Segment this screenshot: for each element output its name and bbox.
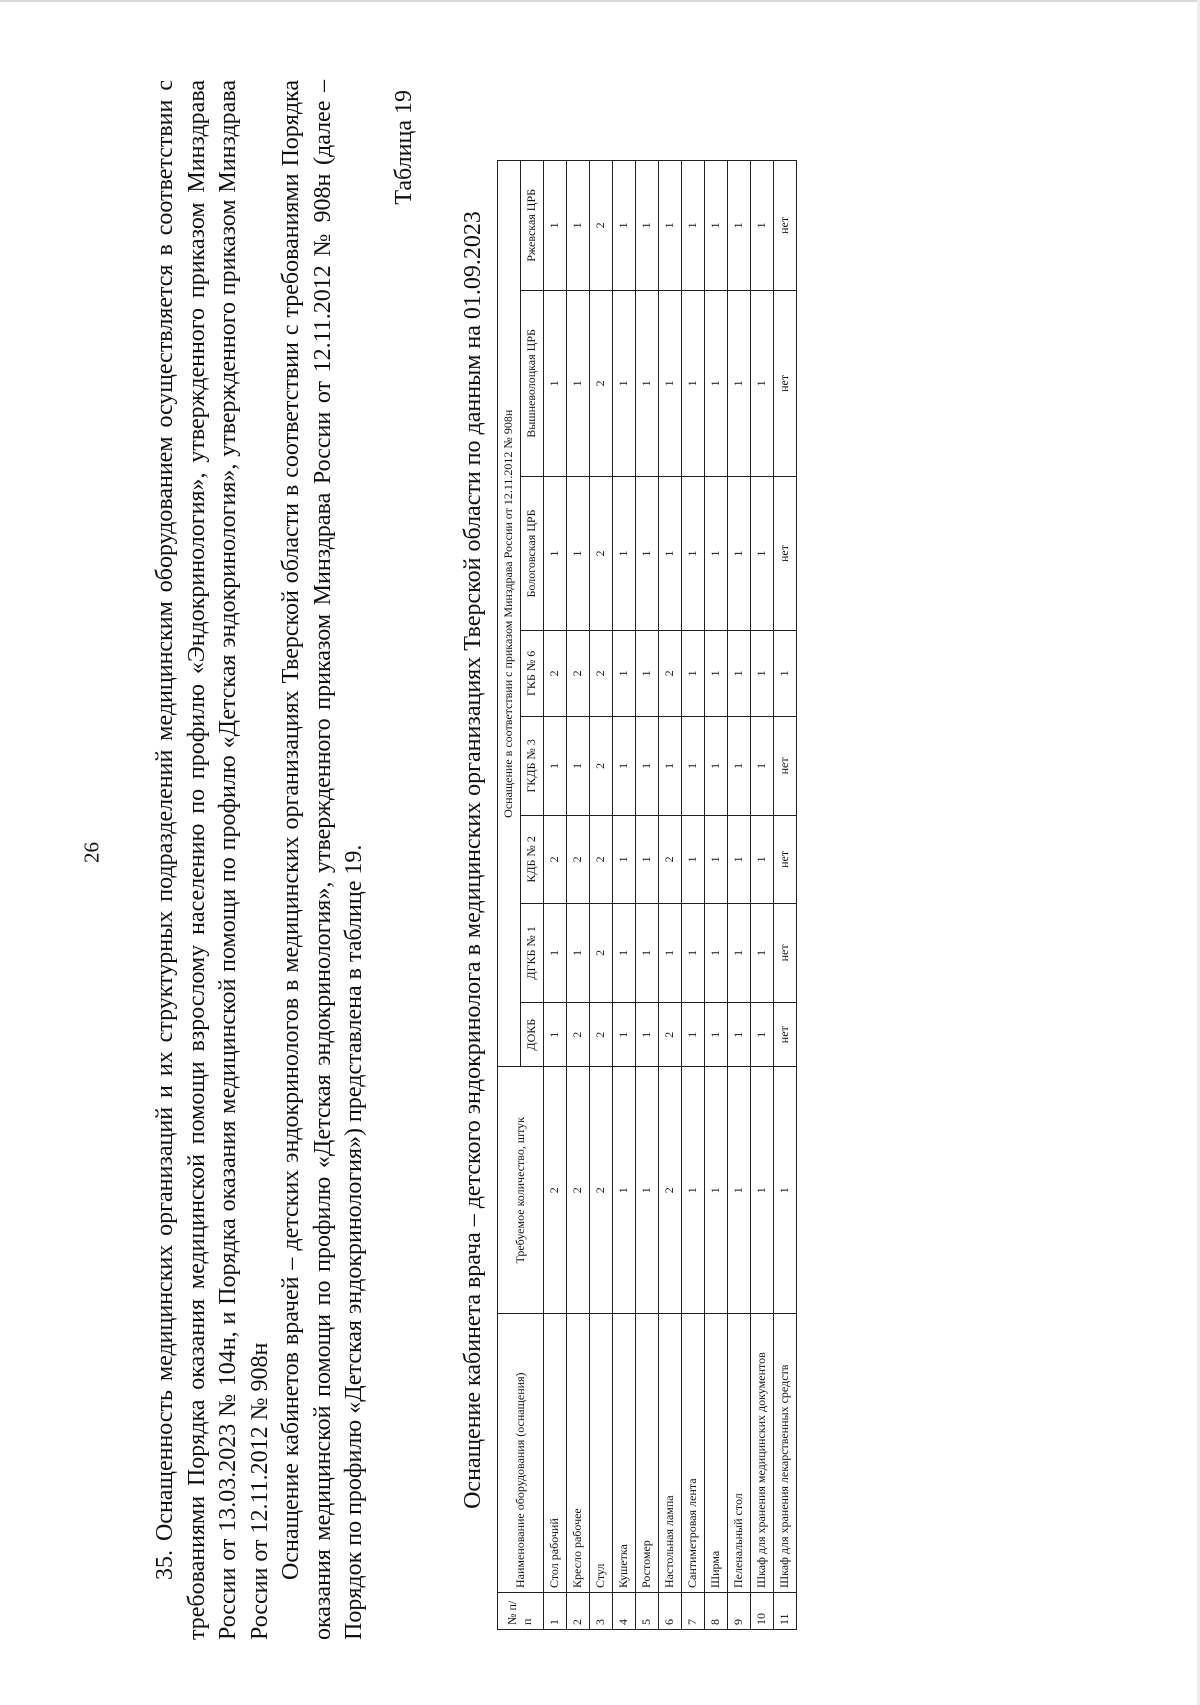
table-row [635,161,658,1630]
org-value-cell: 2 [589,477,612,631]
paragraph-equipment: 35. Оснащенность медицинских организаций и их структурных подразделений медицинским оборудованием осуществляется в соответствии с требованиями Порядка оказания медицинской помощи взрослому населению по профилю «Эндокринология», утвержденного приказом Минздрава России от 13.03.2023 № 104н, и Порядка оказания медицинской помощи по профилю «Детская эндокринология», утвержденного приказом Минздрава России от 12.11.2012 № 908н [152,80,273,1640]
org-value-cell: 1 [612,903,635,1002]
row-number-cell: 9 [727,1593,750,1630]
org-value-cell: 1 [750,716,773,815]
table-row [612,161,635,1630]
org-value-cell: 1 [566,161,589,291]
org-value-cell: 1 [681,815,704,903]
org-value-cell: 2 [658,815,681,903]
table-row [773,161,796,1630]
row-number-cell: 4 [612,1593,635,1630]
org-value-cell: 1 [727,630,750,716]
org-value-cell: 1 [727,477,750,631]
table-row [589,161,612,1630]
equipment-table [497,160,797,1630]
org-value-cell: 1 [612,716,635,815]
org-value-cell: 1 [612,630,635,716]
header-name: Наименование оборудования (оснащения) [497,1314,543,1593]
table-row [543,161,566,1630]
org-value-cell: 1 [750,630,773,716]
org-value-cell: 1 [704,161,727,291]
org-value-cell: 1 [727,1002,750,1067]
org-value-cell: 1 [612,161,635,291]
org-value-cell: 1 [681,630,704,716]
org-value-cell: 1 [750,290,773,476]
required-qty-cell: 1 [750,1067,773,1314]
equipment-name-cell: Кресло рабочее [566,1314,589,1593]
equipment-name-cell: Шкаф для хранения лекарственных средств [773,1314,796,1593]
org-value-cell: 1 [635,716,658,815]
table-number: Таблица 19 [390,90,417,205]
equipment-name-cell: Ростомер [635,1314,658,1593]
org-value-cell: 1 [543,477,566,631]
org-value-cell: 1 [543,716,566,815]
org-value-cell: 2 [589,290,612,476]
table-row [681,161,704,1630]
org-value-cell: 1 [635,477,658,631]
required-qty-cell: 1 [681,1067,704,1314]
org-value-cell: 1 [727,290,750,476]
header-org: КДБ № 2 [520,815,543,903]
row-number-cell: 11 [773,1593,796,1630]
org-value-cell: 2 [566,630,589,716]
scan-edge [0,0,1200,2]
table-body [543,161,796,1630]
header-org: Бологовская ЦРБ [520,477,543,631]
org-value-cell: 2 [589,161,612,291]
org-value-cell: 1 [681,1002,704,1067]
org-value-cell: 2 [543,815,566,903]
org-value-cell: 1 [704,716,727,815]
row-number-cell: 5 [635,1593,658,1630]
page-number: 26 [79,842,104,863]
org-value-cell: 1 [635,903,658,1002]
org-value-cell: 1 [658,903,681,1002]
org-value-cell: 1 [750,903,773,1002]
table-row [566,161,589,1630]
equipment-name-cell: Пеленальный стол [727,1314,750,1593]
org-value-cell: 1 [681,161,704,291]
required-qty-cell: 1 [773,1067,796,1314]
org-value-cell: 1 [635,630,658,716]
required-qty-cell: 1 [727,1067,750,1314]
header-required: Требуемое количество, штук [497,1067,543,1314]
org-value-cell: 1 [704,290,727,476]
org-value-cell: 2 [543,630,566,716]
org-value-cell: 2 [566,815,589,903]
equipment-name-cell: Кушетка [612,1314,635,1593]
org-value-cell: 1 [612,477,635,631]
org-value-cell: нет [773,161,796,291]
org-value-cell: 1 [566,290,589,476]
header-num: № п/п [497,1593,543,1630]
equipment-name-cell: Настольная лампа [658,1314,681,1593]
equipment-name-cell: Шкаф для хранения медицинских документов [750,1314,773,1593]
row-number-cell: 10 [750,1593,773,1630]
header-group: Оснащение в соответствии с приказом Минздрава России от 12.11.2012 № 908н [497,161,520,1067]
org-value-cell: 1 [543,1002,566,1067]
org-value-cell: 1 [635,161,658,291]
org-value-cell: 1 [543,290,566,476]
row-number-cell: 6 [658,1593,681,1630]
org-value-cell: 1 [658,290,681,476]
org-value-cell: 1 [704,477,727,631]
paragraph-table-intro: Оснащение кабинетов врачей – детских эндокринологов в медицинских организациях Тверской области в соответствии с требованиями Порядка оказания медицинской помощи по профилю «Детская эндокринология», утвержденного приказом Минздрава России от 12.11.2012 № 908н (далее – Порядок по профилю «Детская эндокринология») представлена в таблице 19. [278,80,367,1640]
org-value-cell: 1 [681,290,704,476]
org-value-cell: 1 [612,1002,635,1067]
required-qty-cell: 1 [612,1067,635,1314]
org-value-cell: 1 [658,716,681,815]
row-number-cell: 1 [543,1593,566,1630]
org-value-cell: 1 [566,903,589,1002]
header-org: ДОКБ [520,1002,543,1067]
org-value-cell: 2 [658,630,681,716]
org-value-cell: 1 [681,477,704,631]
org-value-cell: 2 [589,815,612,903]
table-row [727,161,750,1630]
org-value-cell: 1 [681,903,704,1002]
org-value-cell: нет [773,903,796,1002]
table-row [704,161,727,1630]
org-value-cell: 1 [658,477,681,631]
row-number-cell: 7 [681,1593,704,1630]
org-value-cell: 1 [681,716,704,815]
required-qty-cell: 1 [704,1067,727,1314]
org-value-cell: 1 [727,815,750,903]
rotated-page-content [150,80,1050,1640]
org-value-cell: 2 [589,630,612,716]
header-org: ДГКБ № 1 [520,903,543,1002]
row-number-cell: 2 [566,1593,589,1630]
org-value-cell: 1 [773,630,796,716]
row-number-cell: 3 [589,1593,612,1630]
org-value-cell: 1 [750,477,773,631]
org-value-cell: 1 [704,630,727,716]
org-value-cell: 2 [589,716,612,815]
org-value-cell: 1 [612,815,635,903]
table-row [750,161,773,1630]
header-org: ГКДБ № 3 [520,716,543,815]
org-value-cell: 1 [612,290,635,476]
org-value-cell: 2 [566,1002,589,1067]
org-value-cell: 1 [566,477,589,631]
required-qty-cell: 1 [635,1067,658,1314]
org-value-cell: 1 [750,1002,773,1067]
row-number-cell: 8 [704,1593,727,1630]
equipment-name-cell: Стол рабочий [543,1314,566,1593]
org-value-cell: 1 [727,716,750,815]
equipment-name-cell: Сантиметровая лента [681,1314,704,1593]
org-value-cell: 2 [589,903,612,1002]
org-value-cell: 1 [750,815,773,903]
org-value-cell: 1 [750,161,773,291]
header-org: Вышневолоцкая ЦРБ [520,290,543,476]
org-value-cell: 1 [704,903,727,1002]
org-value-cell: 1 [658,161,681,291]
required-qty-cell: 2 [658,1067,681,1314]
org-value-cell: 2 [589,1002,612,1067]
org-value-cell: нет [773,815,796,903]
required-qty-cell: 2 [543,1067,566,1314]
table-title: Оснащение кабинета врача – детского эндокринолога в медицинских организациях Тверской области по данным на 01.09.2023 [459,211,486,1509]
org-value-cell: нет [773,290,796,476]
org-value-cell: нет [773,716,796,815]
header-org: Ржевская ЦРБ [520,161,543,291]
required-qty-cell: 2 [589,1067,612,1314]
table-row [658,161,681,1630]
org-value-cell: нет [773,1002,796,1067]
org-value-cell: 2 [658,1002,681,1067]
equipment-name-cell: Ширма [704,1314,727,1593]
header-org: ГКБ № 6 [520,630,543,716]
org-value-cell: 1 [543,161,566,291]
org-value-cell: нет [773,477,796,631]
org-value-cell: 1 [635,815,658,903]
org-value-cell: 1 [566,716,589,815]
required-qty-cell: 2 [566,1067,589,1314]
org-value-cell: 1 [635,1002,658,1067]
org-value-cell: 1 [727,161,750,291]
org-value-cell: 1 [635,290,658,476]
org-value-cell: 1 [543,903,566,1002]
org-value-cell: 1 [727,903,750,1002]
org-value-cell: 1 [704,815,727,903]
equipment-name-cell: Стул [589,1314,612,1593]
org-value-cell: 1 [704,1002,727,1067]
